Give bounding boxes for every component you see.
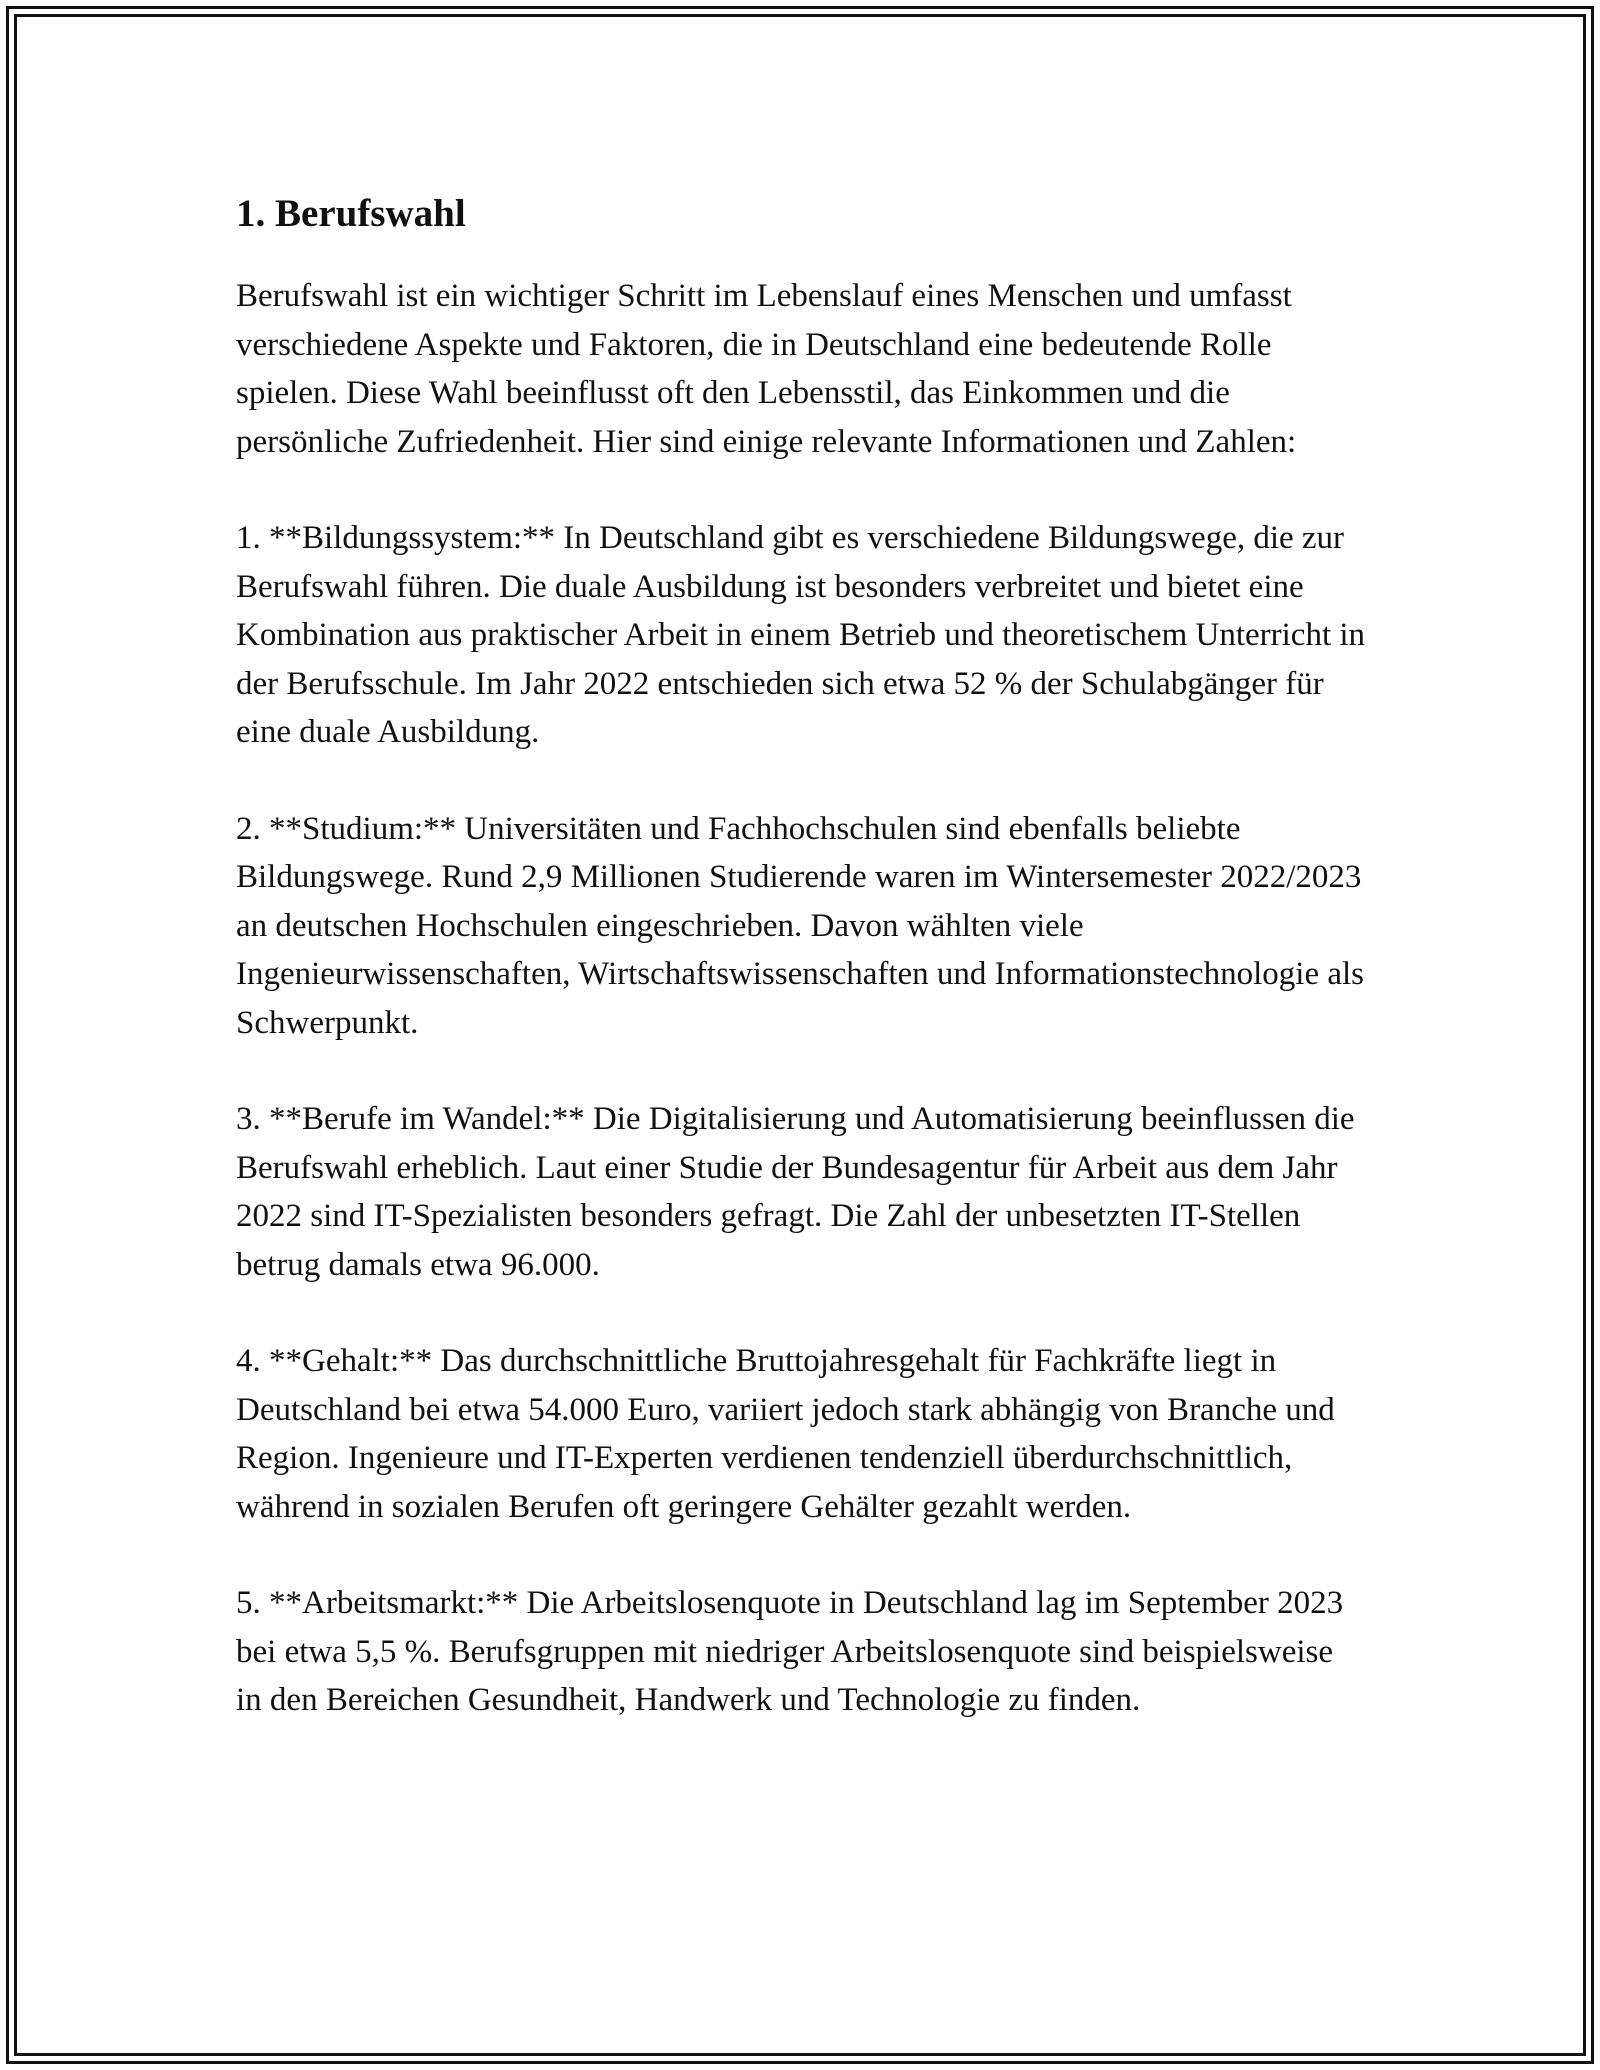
list-item-bildungssystem: 1. **Bildungssystem:** In Deutschland gibt es verschiedene Bildungswege, die zur Berufswahl führen. Die duale Ausbildung ist besonders verbreitet und bietet eine Kombination aus praktischer Arbeit in einem Betrieb und theoretischem Unterricht in der Berufsschule. Im Jahr 2022 entschieden sich etwa 52 % der Schulabgänger für eine duale Ausbildung.: [236, 520, 1366, 750]
document-body: [236, 186, 1366, 1773]
section-title: 1. Berufswahl: [236, 192, 466, 235]
list-item-studium: 2. **Studium:** Universitäten und Fachhochschulen sind ebenfalls beliebte Bildungswege. Rund 2,9 Millionen Studierende waren im Wintersemester 2022/2023 an deutschen Hochschulen eingeschrieben. Davon wählten viele Ingenieurwissenschaften, Wirtschaftswissenschaften und Informationstechnologie als Schwerpunkt.: [236, 810, 1364, 1041]
list-item-berufe-im-wandel: 3. **Berufe im Wandel:** Die Digitalisierung und Automatisierung beeinflussen die Berufswahl erheblich. Laut einer Studie der Bundesagentur für Arbeit aus dem Jahr 2022 sind IT-Spezialisten besonders gefragt. Die Zahl der unbesetzten IT-Stellen betrug damals etwa 96.000.: [236, 1101, 1355, 1283]
list-item-gehalt: 4. **Gehalt:** Das durchschnittliche Bruttojahresgehalt für Fachkräfte liegt in Deutschland bei etwa 54.000 Euro, variiert jedoch stark abhängig von Branche und Region. Ingenieure und IT-Experten verdienen tendenziell überdurchschnittlich, während in sozialen Berufen oft geringere Gehälter gezahlt werden.: [236, 1343, 1335, 1525]
list-item-arbeitsmarkt: 5. **Arbeitsmarkt:** Die Arbeitslosenquote in Deutschland lag im September 2023 bei etwa 5,5 %. Berufsgruppen mit niedriger Arbeitslosenquote sind beispielsweise in den Bereichen Gesundheit, Handwerk und Technologie zu finden.: [236, 1585, 1344, 1718]
intro-paragraph: Berufswahl ist ein wichtiger Schritt im Lebenslauf eines Menschen und umfasst verschiedene Aspekte und Faktoren, die in Deutschland eine bedeutende Rolle spielen. Diese Wahl beeinflusst oft den Lebensstil, das Einkommen und die persönliche Zufriedenheit. Hier sind einige relevante Informationen und Zahlen:: [236, 278, 1297, 460]
